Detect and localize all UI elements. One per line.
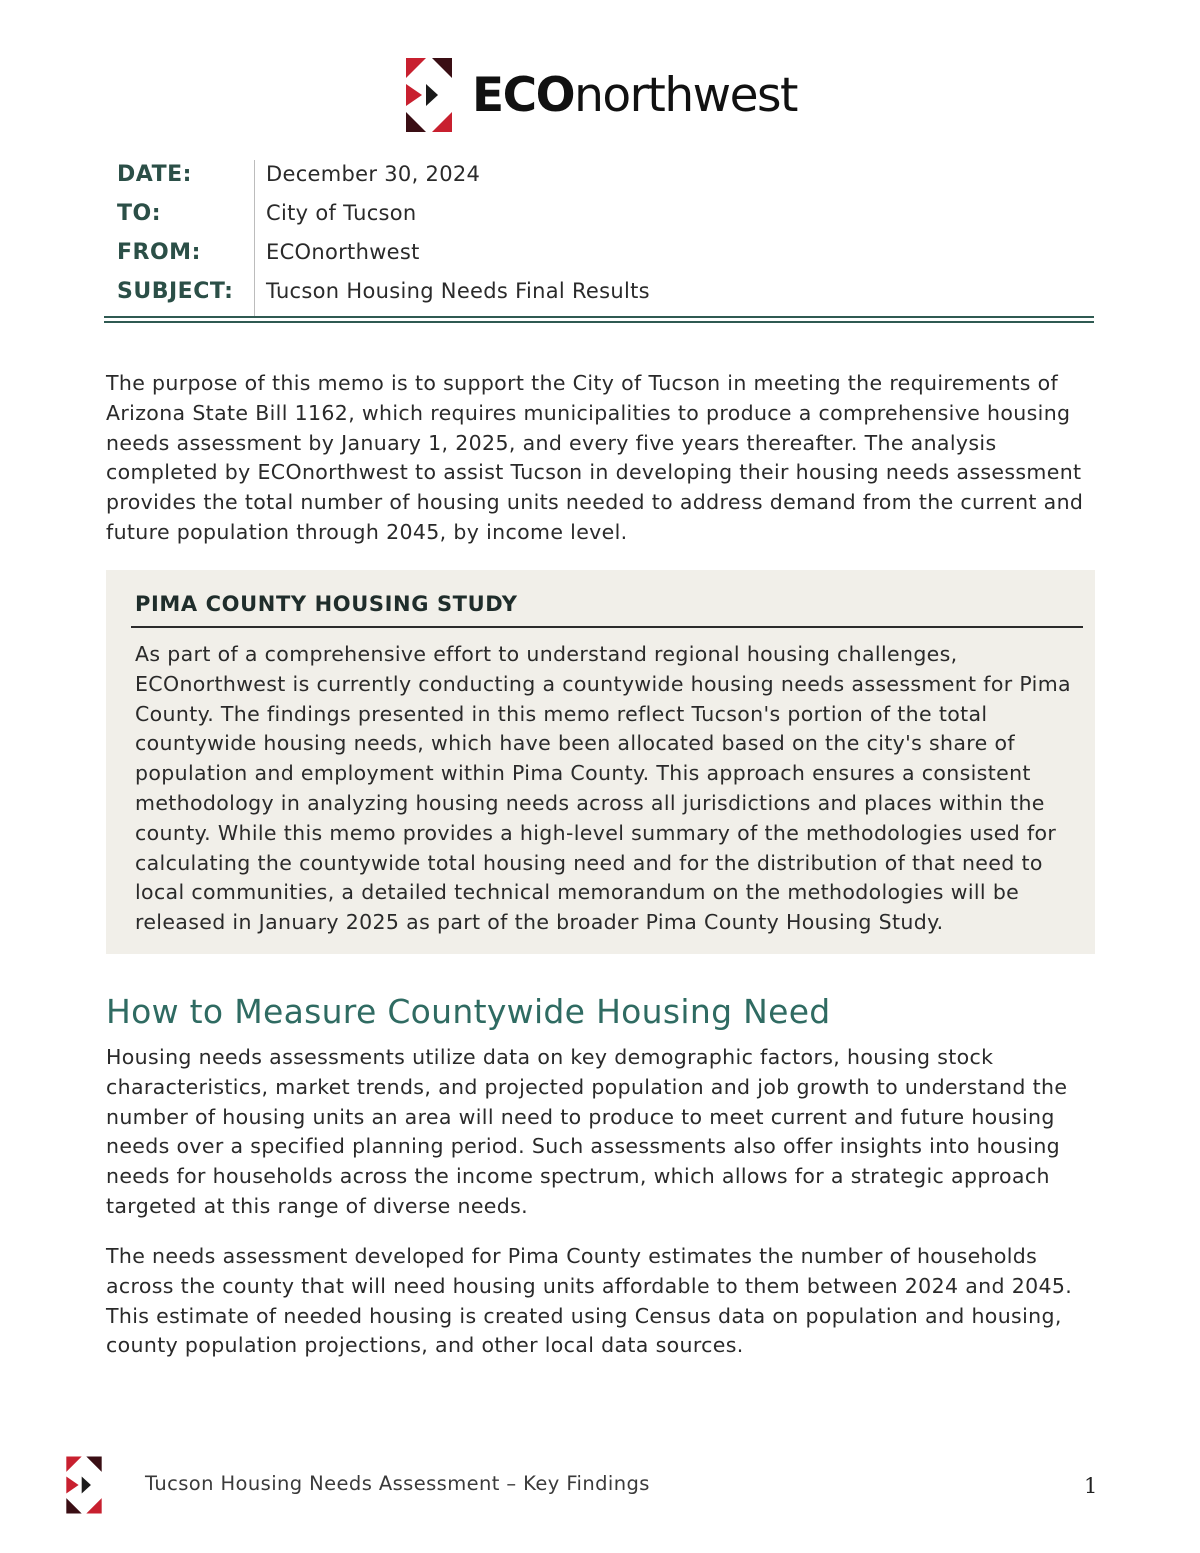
subject-value: Tucson Housing Needs Final Results [266, 279, 650, 303]
callout-body: As part of a comprehensive effort to understand regional housing challenges, ECOnorthwest is currently conducting a countywide housing needs assessment for Pima County. The findings presented in this memo reflect Tucson's portion of the total countywide housing needs, which have been allocated based on the city's share of population and employment within Pima County. This approach ensures a consistent methodology in analyzing housing needs across all jurisdictions and places within the county. While this memo provides a high-level summary of the methodologies used for calculating the countywide total housing need and for the distribution of that need to local communities, a detailed technical memorandum on the methodologies will be released in January 2025 as part of the broader Pima County Housing Study. [135, 642, 1071, 935]
callout-title: PIMA COUNTY HOUSING STUDY [135, 592, 518, 616]
footer-title: Tucson Housing Needs Assessment – Key Findings [145, 1472, 650, 1495]
date-label: DATE: [117, 162, 192, 187]
page-number: 1 [1084, 1474, 1098, 1498]
to-row [104, 195, 1094, 234]
logo-wordmark: ECOnorthwest [472, 68, 797, 123]
from-value: ECOnorthwest [266, 240, 420, 264]
subject-label: SUBJECT: [117, 279, 234, 304]
callout-rule [131, 626, 1083, 628]
callout-box [106, 570, 1095, 954]
intro-paragraph: The purpose of this memo is to support the City of Tucson in meeting the requirements of Arizona State Bill 1162, which requires municipalities to produce a comprehensive housing needs assessment by January 1, 2025, and every five years thereafter. The analysis completed by ECOnorthwest to assist Tucson in developing their housing needs assessment provides the total number of housing units needed to address demand from the current and future population through 2045, by income level. [106, 371, 1084, 544]
econorthwest-logo [402, 56, 802, 136]
section-paragraph-2: The needs assessment developed for Pima County estimates the number of households across the county that will need housing units affordable to them between 2024 and 2045. This estimate of needed housing is created using Census data on population and housing, county population projections, and other local data sources. [106, 1244, 1073, 1358]
subject-row [104, 273, 1094, 312]
footer-logo-mark-icon [63, 1455, 105, 1515]
date-value: December 30, 2024 [266, 162, 481, 186]
from-label: FROM: [117, 240, 201, 265]
memo-header [104, 156, 1094, 312]
econorthwest-mark-icon [402, 56, 456, 134]
date-row [104, 156, 1094, 195]
to-label: TO: [117, 201, 162, 226]
header-rule-top [104, 316, 1094, 318]
to-value: City of Tucson [266, 201, 417, 225]
section-paragraph-1: Housing needs assessments utilize data on key demographic factors, housing stock characteristics, market trends, and projected population and job growth to understand the number of housing units an area will need to produce to meet current and future housing needs over a specified planning period. Such assessments also offer insights into housing needs for households across the income spectrum, which allows for a strategic approach targeted at this range of diverse needs. [106, 1045, 1068, 1218]
section-heading: How to Measure Countywide Housing Need [106, 992, 831, 1031]
header-rule-bottom [104, 321, 1094, 323]
from-row [104, 234, 1094, 273]
